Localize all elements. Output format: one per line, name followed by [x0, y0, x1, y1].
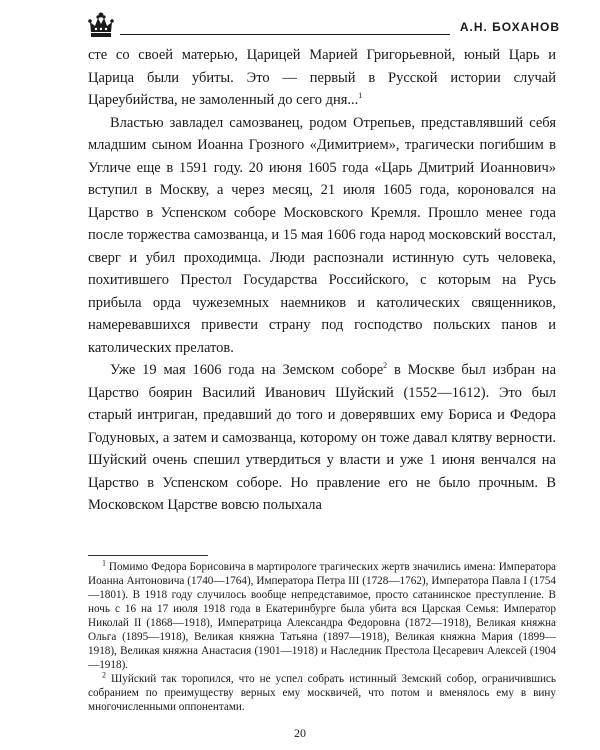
header-rule — [120, 34, 450, 35]
paragraph-3 — [88, 359, 556, 517]
crown-icon — [86, 10, 116, 40]
footnote-rule — [88, 555, 208, 556]
paragraph-2: Властью завладел самозванец, родом Отрепьев, представлявший себя младшим сыном Иоанна Грозного «Димитрием», трагически погибшим в Угличе еще в 1591 году. 20 июня 1605 года «Царь Дмитрий Иоаннович» вступил в Москву, а через месяц, 21 июля 1605 года, короновался на Царство в Успенском соборе Московского Кремля. Прошло менее года после торжества самозванца, и 15 мая 1606 года народ московский восстал, сверг и убил проходимца. Люди распознали истинную суть человека, похитившего Престол Государства Российского, с которым на Русь прибыла орда чужеземных наемников и католических священников, намеревавшихся привести страну под господство польских панов и католических прелатов. — [88, 114, 556, 356]
footnote-ref-1: 1 — [358, 91, 363, 101]
footnote-1-text: Помимо Федора Борисовича в мартирологе трагических жертв значились имена: Императора Иоанна Антоновича (1740—1764), Императора Петра III (1728—1762), Императора Павла I (1754—1801). В 1918 году случилось вообще непредставимое, просто сатанинское преступление. В ночь с 16 на 17 июля 1918 года в Екатеринбурге была убита вся Царская Семья: Император Николай II (1868—1918), Императрица Александра Федоровна (1872—1918), Великая княжна Ольга (1895—1918), Великая княжна Татьяна (1897—1918), Великая княжна Мария (1899—1918), Великая княжна Анастасия (1901—1918) и Наследник Престола Цесаревич Алексей (1904—1918). — [88, 561, 556, 671]
paragraph-3-text-b: в Москве был избран на Царство боярин Василий Иванович Шуйский (1552—1612). Это был старый интриган, предавший до того и доверявших ему Бориса и Федора Годуновых, а затем и самозванца, которому он тоже давал клятву верности. Шуйский очень спешил утвердиться у власти и уже 1 июня венчался на Царство в Успенском соборе. Но правление его не было прочным. В Московском Царстве вовсю полыхала — [88, 362, 557, 513]
footnote-1 — [88, 560, 556, 672]
footnote-ref-2: 2 — [383, 361, 388, 371]
footnote-2 — [88, 672, 556, 714]
paragraph-3-text-a: Уже 19 мая 1606 года на Земском соборе — [110, 362, 384, 378]
paragraph-1 — [88, 44, 556, 112]
footnote-1-mark: 1 — [102, 558, 106, 568]
main-text — [88, 44, 556, 517]
running-header — [80, 8, 560, 44]
footnote-2-mark: 2 — [102, 670, 106, 680]
paragraph-1-text: сте со своей матерью, Царицей Марией Григорьевной, юный Царь и Царица были убиты. Это — первый в Русской истории случай Цареубийства, не замоленный до сего дня... — [88, 47, 556, 108]
footnote-2-text: Шуйский так торопился, что не успел собрать истинный Земский собор, ограничившись собранием по преимуществу верных ему москвичей, что потом и вменялось ему в вину многочисленными оппонентами. — [88, 673, 556, 713]
footnotes — [88, 560, 556, 714]
page-number: 20 — [294, 726, 306, 740]
header-author: А.Н. БОХАНОВ — [459, 20, 560, 34]
